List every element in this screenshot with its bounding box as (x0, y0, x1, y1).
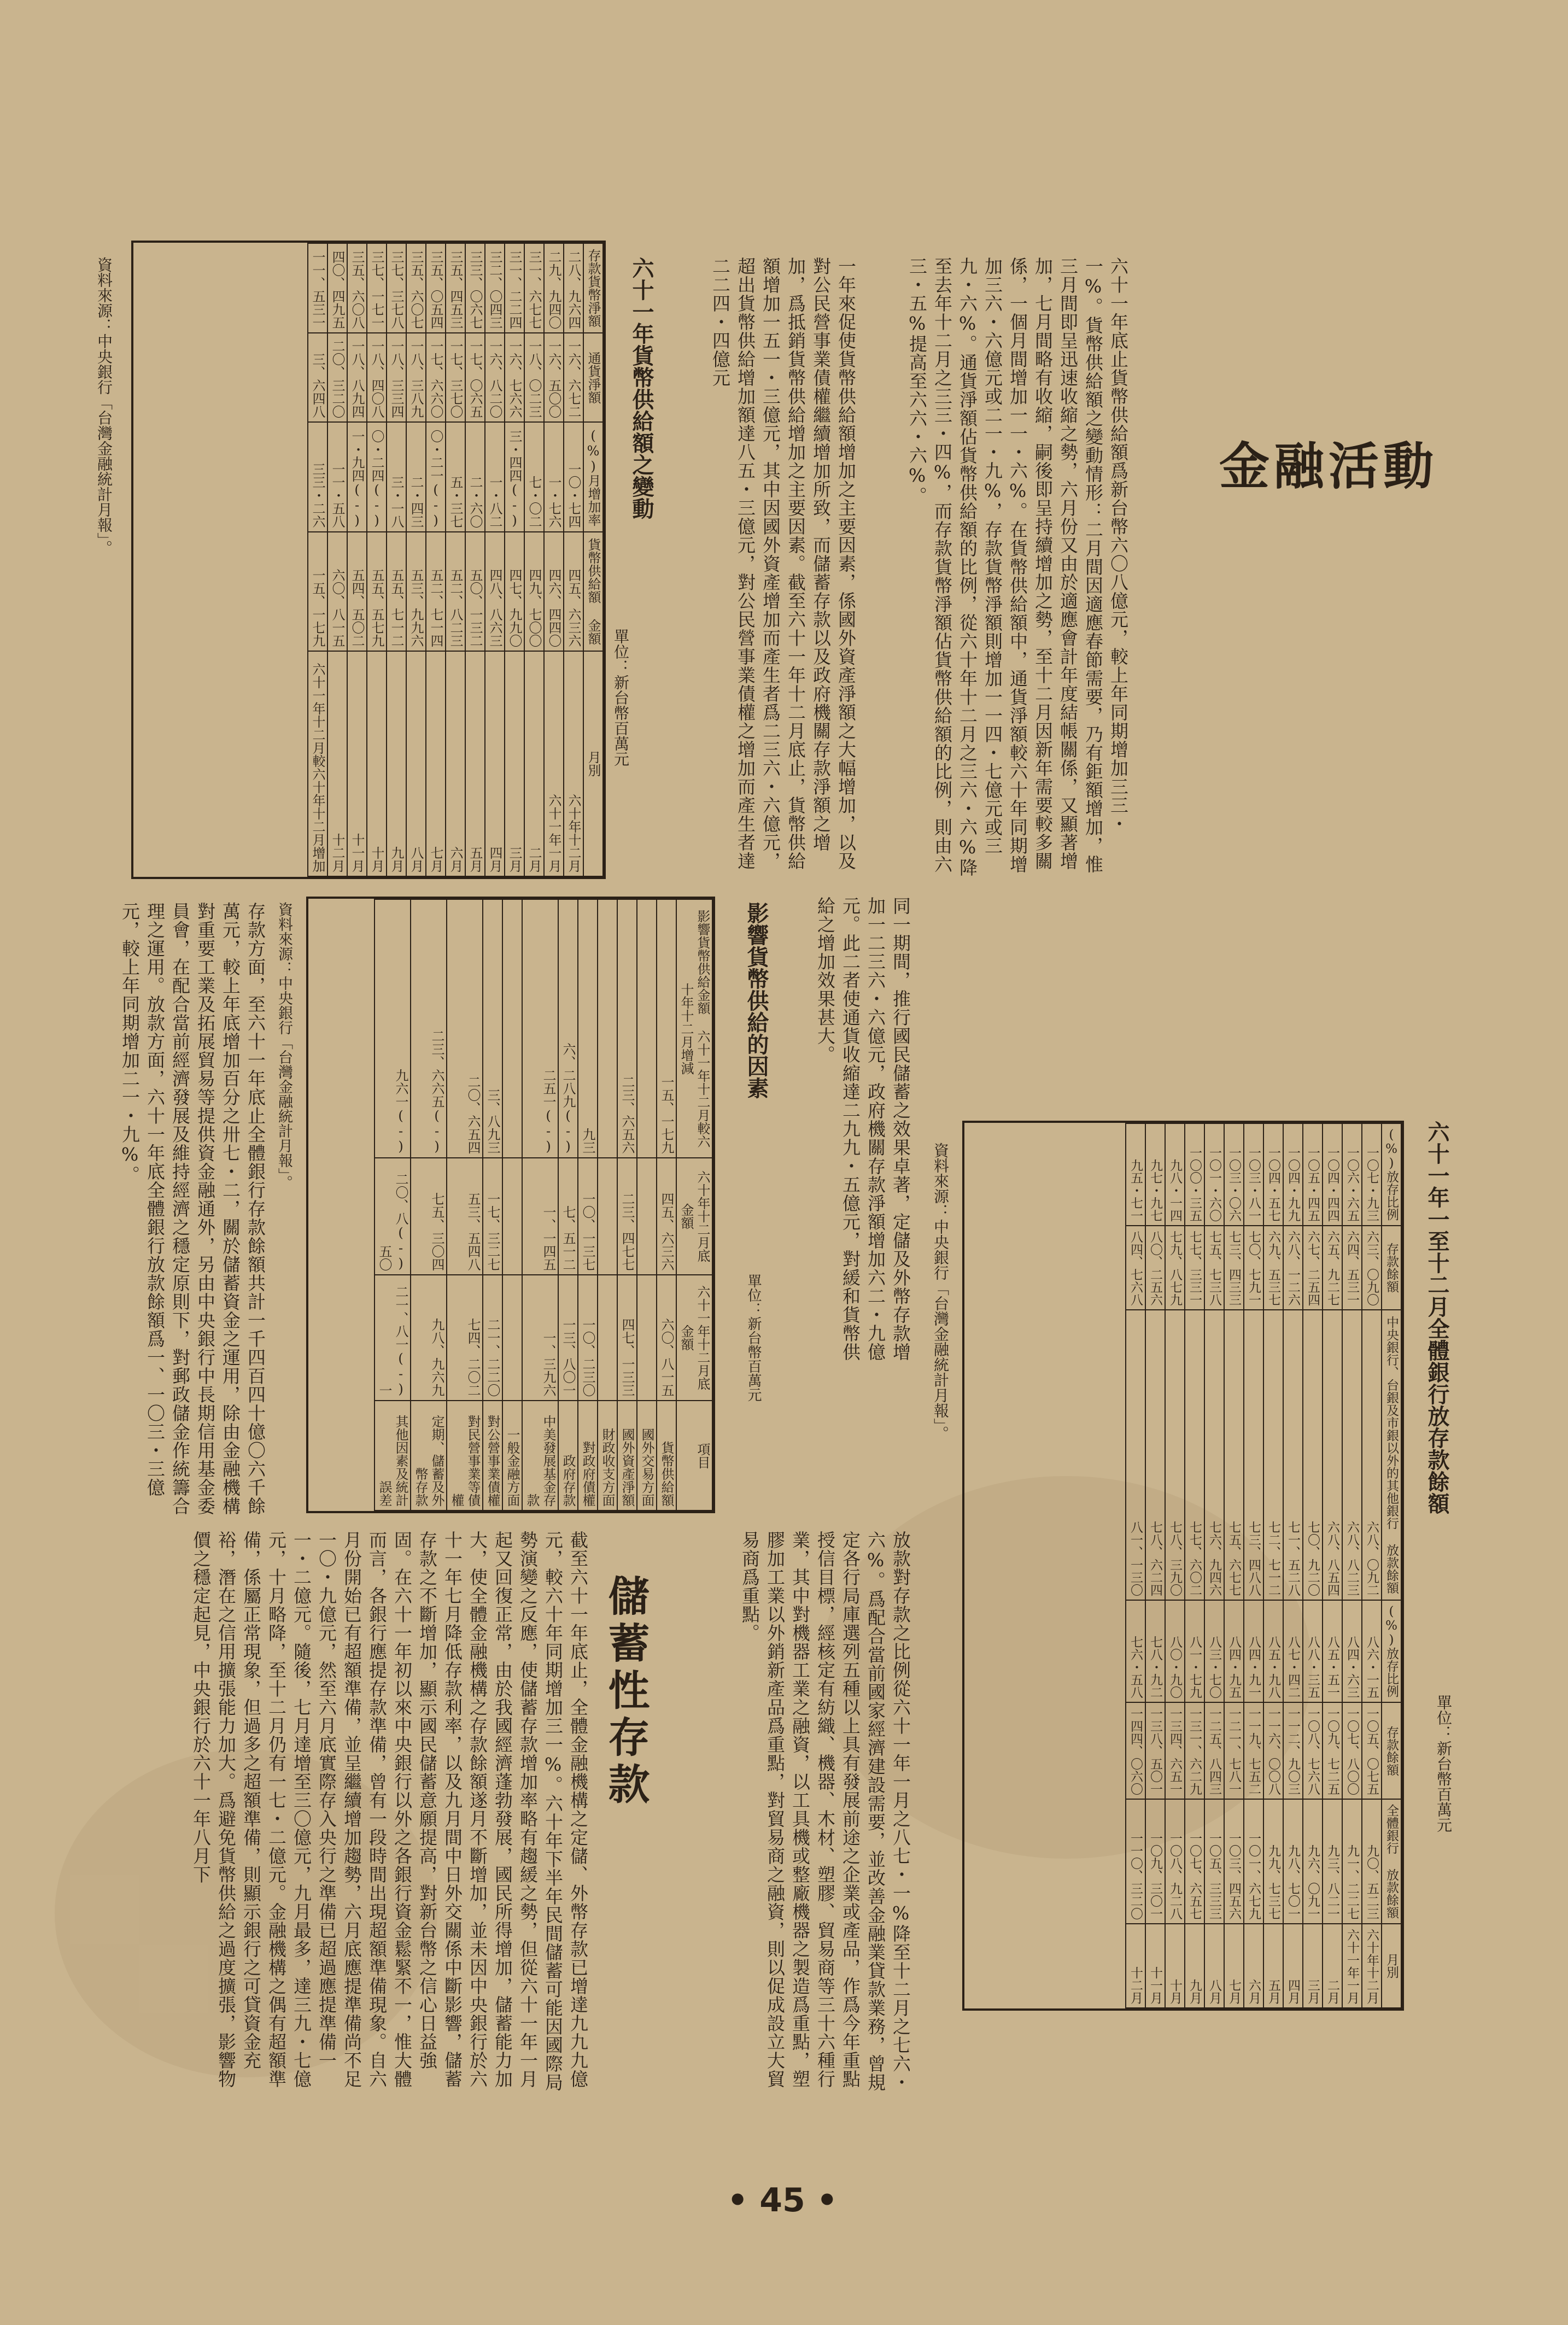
table1-cell: 三五、四五三 (446, 243, 465, 333)
table3-cell: 四月 (1283, 1924, 1303, 2008)
table2-cell: 三、八九三 (483, 899, 502, 1158)
table2-row (637, 899, 657, 1510)
table2-row (447, 899, 483, 1510)
table3-cell: 一〇九、三〇一 (1145, 1799, 1165, 1923)
table3-cell: 一〇三、四五六 (1224, 1799, 1244, 1923)
table3-cell: 九六、〇九一 (1303, 1799, 1323, 1923)
table2-cell (598, 1275, 617, 1401)
table3-row (1303, 1123, 1323, 2008)
table1-row (544, 243, 564, 876)
table1-cell: (-)三・四四 (505, 422, 524, 532)
table1-row (524, 243, 544, 876)
table3-cell: 一〇五、〇七五 (1362, 1702, 1382, 1800)
table3-cell: 一〇九、七二五 (1323, 1702, 1342, 1800)
table3-cell: 九五・七一 (1126, 1123, 1145, 1226)
table3-cell: 三月 (1303, 1924, 1323, 2008)
table2-cell: 政府存款 (558, 1401, 578, 1510)
table3-cell: 七三、四三三 (1224, 1226, 1244, 1310)
table3-cell: 七七、三三一 (1185, 1226, 1204, 1310)
table3-cell: 八一・七九 (1185, 1600, 1204, 1702)
table3-cell: 一三四、六五一 (1165, 1702, 1185, 1800)
table3-cell: 十一月 (1145, 1924, 1165, 2008)
table3-row (1185, 1123, 1204, 2008)
table2-row (522, 899, 558, 1510)
table3-cell: 一二五、八四三 (1204, 1702, 1224, 1800)
table3-row (1283, 1123, 1303, 2008)
table2-cell: 二三、六五六 (617, 899, 637, 1158)
table1-row (465, 243, 485, 876)
table3-header-row (1382, 1123, 1401, 2008)
table3-cell: 八五・五一 (1323, 1600, 1342, 1702)
table2-cell: 一五、一七九 (657, 899, 676, 1158)
table1-row (347, 243, 367, 876)
table1-cell: 一六、八二〇 (485, 333, 505, 423)
table2-cell: 定期、儲蓄及外幣存款 (411, 1401, 447, 1510)
table3-cell: 八五・九八 (1263, 1600, 1283, 1702)
table2-cell: 對公營事業債權 (483, 1401, 502, 1510)
table3-cell: 八六・一五 (1362, 1600, 1382, 1702)
table2-cell: 七、五一二 (558, 1158, 578, 1274)
table2-cell: 一、三九六 (522, 1275, 558, 1401)
table1 (131, 241, 606, 879)
table1-cell: 一六、七六六 (505, 333, 524, 423)
table3-cell: 一〇一・六〇 (1204, 1123, 1224, 1226)
table3-cell: 一一〇、三二〇 (1126, 1799, 1145, 1923)
table1-row (406, 243, 426, 876)
table1-cell: 五五、五七九 (367, 532, 387, 651)
supply-factors-text: 一年來促使貨幣供給額增加之主要因素，係國外資產淨額之大幅增加，以及對公民營事業債權繼續增加所致，而儲蓄存款以及政府機關存款淨額之增加，爲抵銷貨幣供給增加之主要因素。截至六十一年十二月底止，貨幣供給額增加一五一・三億元，其中因國外資產增加而產生者爲二三六・六億元，超出貨幣供給增加額達八五・三億元，對公民營事業債權之增加而產生者達二二四・四億元 (710, 257, 857, 870)
table3-cell: 六八、八五四 (1323, 1310, 1342, 1600)
table2-cell: 二〇、六五四 (447, 899, 483, 1158)
table1-cell: 二・六〇 (465, 422, 485, 532)
table3-cell: 七〇、九二〇 (1303, 1310, 1323, 1600)
table1-header-cell: 存款貨幣淨額 (583, 243, 603, 333)
table2-header-cell: 影響貨幣供給金額 六十一年十二月較六十年十二月增減 (676, 899, 712, 1158)
table3-row (1165, 1123, 1185, 2008)
table1-cell: 四月 (485, 651, 505, 876)
table3-cell: 一〇三・〇六 (1224, 1123, 1244, 1226)
table3-cell: 一〇八、九二八 (1165, 1799, 1185, 1923)
table1-cell: 四七、九九〇 (505, 532, 524, 651)
table2-header-cell: 六十一年十二月底 金額 (676, 1275, 712, 1401)
table3-cell: 八四・六三 (1342, 1600, 1362, 1702)
table3-cell: 七六・五八 (1126, 1600, 1145, 1702)
table3-cell: 七二、七一二 (1263, 1310, 1283, 1600)
table1-cell: 三五、〇五四 (426, 243, 446, 333)
table3-row (1145, 1123, 1165, 2008)
table2-cell (637, 899, 657, 1158)
table3-cell: 八一、一三〇 (1126, 1310, 1145, 1600)
table1-cell: 一六、六七二 (564, 333, 583, 423)
table2-cell: (-)二五一 (522, 899, 558, 1158)
table2-cell: 二一、二二〇 (483, 1275, 502, 1401)
table1-cell: 一六、五〇〇 (544, 333, 564, 423)
table1-row (308, 243, 327, 876)
table1-cell: 一八、〇二三 (524, 333, 544, 423)
table3-header-cell: 月別 (1382, 1924, 1401, 2008)
table2-cell: (-)二一、八一一 (375, 1275, 411, 1401)
table1-cell: 五五、七一二 (387, 532, 406, 651)
table2-cell: 一、一四五 (522, 1158, 558, 1274)
table1-cell: 一七、六六〇 (426, 333, 446, 423)
table3-row (1362, 1123, 1382, 2008)
table1-cell: 三一、六七七 (524, 243, 544, 333)
table1-cell: 一一、五三一 (308, 243, 327, 333)
table1-cell: 一〇・七四 (564, 422, 583, 532)
table3-cell: 九八、七〇一 (1283, 1799, 1303, 1923)
table3-cell: 六八、八二三 (1342, 1310, 1362, 1600)
table1-cell: (-)〇・二四 (367, 422, 387, 532)
table2-cell: 國外資產淨額 (617, 1401, 637, 1510)
table3-header-cell: 放存比例(%) (1382, 1600, 1401, 1702)
table2-cell: 四七、一三三 (617, 1275, 637, 1401)
table1-cell: 九月 (387, 651, 406, 876)
table3-cell: 六十一年一月 (1342, 1924, 1362, 2008)
table3-cell: 八〇・九〇 (1165, 1600, 1185, 1702)
table3-cell: 八三・七〇 (1204, 1600, 1224, 1702)
table2-cell (502, 1275, 522, 1401)
table3-cell: 一〇四・五七 (1263, 1123, 1283, 1226)
table1-cell: 七・〇二 (524, 422, 544, 532)
table2-cell: (-)九六一 (375, 899, 411, 1158)
table3-cell: 十二月 (1126, 1924, 1145, 2008)
table3-header-cell: 存款餘額 (1382, 1702, 1401, 1800)
table1-cell: 十月 (367, 651, 387, 876)
table2-cell (502, 899, 522, 1158)
table1-cell: 五〇、一三二 (465, 532, 485, 651)
table3 (962, 1121, 1404, 2011)
table3-cell: 一一二、九〇三 (1283, 1702, 1303, 1800)
table1-cell: 三七、一七一 (367, 243, 387, 333)
table3-cell: 六十年十二月 (1362, 1924, 1382, 2008)
table1-cell: (-)一・九四 (347, 422, 367, 532)
table3-cell: 九一、二二七 (1342, 1799, 1362, 1923)
table3-title: 六十一年一至十二月全體銀行放存款餘額 (1424, 1121, 1450, 1514)
table3-cell: 七七、六〇二 (1185, 1310, 1204, 1600)
table2-cell: 其他因素及統計誤差 (375, 1401, 411, 1510)
table3-cell: 一〇七、六五七 (1185, 1799, 1204, 1923)
table1-cell: 五二、七一四 (426, 532, 446, 651)
table3-cell: 七八、三九〇 (1165, 1310, 1185, 1600)
table1-cell: 二月 (524, 651, 544, 876)
table2-cell: 一般金融方面 (502, 1401, 522, 1510)
table1-cell: 一八、四〇八 (367, 333, 387, 423)
table1-cell: 一八、三三四 (387, 333, 406, 423)
table3-cell: 七三、四八八 (1244, 1310, 1263, 1600)
table1-cell: 三五、六〇八 (347, 243, 367, 333)
table2-cell: 六〇、八一五 (657, 1275, 676, 1401)
table1-row (505, 243, 524, 876)
table1-cell: 三月 (505, 651, 524, 876)
table1-cell: 七月 (426, 651, 446, 876)
table3-cell: 一〇八、七六八 (1303, 1702, 1323, 1800)
table2-row (657, 899, 676, 1510)
table2-unit: 單位：新台幣百萬元 (745, 1274, 762, 1402)
table2-cell (637, 1275, 657, 1401)
table2-header-row (676, 899, 712, 1510)
table3-row (1126, 1123, 1145, 2008)
table3-cell: 七〇、七九一 (1244, 1226, 1263, 1310)
table2-cell: (-)二三、六六五 (411, 899, 447, 1158)
table1-cell: 五四、五〇二 (347, 532, 367, 651)
table1-cell: 十二月 (327, 651, 347, 876)
table3-cell: 八月 (1204, 1924, 1224, 2008)
table3-cell: 一〇一、六七九 (1244, 1799, 1263, 1923)
table1-cell: 六十年十二月 (564, 651, 583, 876)
table3-cell: 一〇五・四五 (1303, 1123, 1323, 1226)
table3-cell: 七一、五二八 (1283, 1310, 1303, 1600)
table2-cell: 對民營事業等債權 (447, 1401, 483, 1510)
table2-cell: 一〇、一三七 (578, 1158, 598, 1274)
table1-cell: 四八、八六三 (485, 532, 505, 651)
table3-cell: 七五、六七七 (1224, 1310, 1244, 1600)
table1-cell: 三・一八 (387, 422, 406, 532)
table3-cell: 一三一、六二九 (1185, 1702, 1204, 1800)
table2-cell: 中美發展基金存款 (522, 1401, 558, 1510)
table1-cell: 一・七六 (544, 422, 564, 532)
table2-row (617, 899, 637, 1510)
table3-cell: 五月 (1263, 1924, 1283, 2008)
table3-row (1204, 1123, 1224, 2008)
table2-row (483, 899, 502, 1510)
table3-cell: 八四・九五 (1224, 1600, 1244, 1702)
table2-cell (502, 1158, 522, 1274)
table2-row (598, 899, 617, 1510)
table2-cell: 七四、二〇二 (447, 1275, 483, 1401)
table3-cell: 七五、七三八 (1204, 1226, 1224, 1310)
table3-header-cell: 中央銀行、台銀及市銀以外的其他銀行 放款餘額 (1382, 1310, 1401, 1600)
table2-header-cell: 六十年十二月底 金額 (676, 1158, 712, 1274)
table1-cell: 十一月 (347, 651, 367, 876)
page-number-value: 45 (759, 2181, 805, 2219)
table3-cell: 十月 (1165, 1924, 1185, 2008)
table1-cell: 四五、六三六 (564, 532, 583, 651)
table2-cell: 國外交易方面 (637, 1401, 657, 1510)
table1-header-cell: 通貨淨額 (583, 333, 603, 423)
table3-cell: 一〇四・四四 (1323, 1123, 1342, 1226)
table1-row (367, 243, 387, 876)
deposit-text: 存款方面，至六十一年底止全體銀行存款餘額共計一千四百四十億〇六千餘萬元，較上年底增加百分之卅七・二，關於儲蓄資金之運用，除由金融機構對重要工業及拓展貿易等提供資金融通外，另由中央銀行中長期信用基金委員會，在配合當前經濟發展及維持經濟之穩定原則下，對郵政儲金作統籌合理之運用。放款方面，六十一年底全體銀行放款餘額爲一、一〇三・三億元，較上年同期增加二一・九%。 (119, 902, 266, 1515)
table1-cell: 一七、三七〇 (446, 333, 465, 423)
table2-row (375, 899, 411, 1510)
table1-header-cell: 貨幣供給額 金額 (583, 532, 603, 651)
table3-header-cell: 放存比例(%) (1382, 1123, 1401, 1226)
table2-cell (598, 1158, 617, 1274)
table3-unit: 單位：新台幣百萬元 (1435, 1695, 1453, 1832)
table3-cell: 六八、一二六 (1283, 1226, 1303, 1310)
table1-cell: 四六、四四〇 (544, 532, 564, 651)
table2-cell: 四五、六三六 (657, 1158, 676, 1274)
table1-header-row (583, 243, 603, 876)
table2-cell: 七五、三〇四 (411, 1158, 447, 1274)
table3-cell: 一〇六・六五 (1342, 1123, 1362, 1226)
table2-row (578, 899, 598, 1510)
table1-source: 資料來源：中央銀行「台灣金融統計月報」。 (95, 257, 113, 555)
table1-cell: 八月 (406, 651, 426, 876)
table3-row (1342, 1123, 1362, 2008)
table3-header-cell: 全體銀行 放款餘額 (1382, 1799, 1401, 1923)
table1-cell: 一五、一七九 (308, 532, 327, 651)
table1-cell: 五月 (465, 651, 485, 876)
table3-cell: 一一九、七五二 (1244, 1702, 1263, 1800)
table1-cell: 三三・二六 (308, 422, 327, 532)
table1-cell: 五二、八二三 (446, 532, 465, 651)
table3-cell: 七九、八七九 (1165, 1226, 1185, 1310)
table1-row (327, 243, 347, 876)
table1-cell: 二・四三 (406, 422, 426, 532)
table3-cell: 七月 (1224, 1924, 1244, 2008)
table3-row (1263, 1123, 1283, 2008)
table3-source: 資料來源：中央銀行「台灣金融統計月報」。 (932, 1143, 950, 1441)
table3-header-cell: 存款餘額 (1382, 1226, 1401, 1310)
table1-row (426, 243, 446, 876)
table2-cell: 一三、八〇一 (558, 1275, 578, 1401)
table2-cell: 貨幣供給額 (657, 1401, 676, 1510)
table2-cell: 九八、九六九 (411, 1275, 447, 1401)
table2-title: 影響貨幣供給的因素 (744, 902, 769, 1099)
table1-cell: 三一、二二四 (505, 243, 524, 333)
table1-cell: 六十一年一月 (544, 651, 564, 876)
table1-cell: 二八、九六四 (564, 243, 583, 333)
table2-cell (637, 1158, 657, 1274)
table2-cell (598, 899, 617, 1158)
table2-header-cell: 項目 (676, 1401, 712, 1510)
table2-cell: 一〇、二三〇 (578, 1275, 598, 1401)
table3-cell: 九八・一四 (1165, 1123, 1185, 1226)
table1-cell: 四九、七〇〇 (524, 532, 544, 651)
table1-cell: 三、六四八 (308, 333, 327, 423)
table1-header-cell: 月增加率(%) (583, 422, 603, 532)
table1-cell: 三二、〇四三 (485, 243, 505, 333)
table2-source: 資料來源：中央銀行「台灣金融統計月報」。 (276, 902, 292, 1190)
table1-row (564, 243, 583, 876)
table3-cell: 一一六、〇〇八 (1263, 1702, 1283, 1800)
table1-cell: 六〇、八一五 (327, 532, 347, 651)
table1-cell: 一・八二 (485, 422, 505, 532)
table1-cell: 四〇、四九五 (327, 243, 347, 333)
table3-row (1224, 1123, 1244, 2008)
table3-cell: 七八、六二四 (1145, 1310, 1165, 1600)
table1-cell: 二〇、三二〇 (327, 333, 347, 423)
table2-cell: 五三、五四八 (447, 1158, 483, 1274)
table2-cell: (-)六、二八九 (558, 899, 578, 1158)
table3-cell: 七八・九二 (1145, 1600, 1165, 1702)
table1-cell: 六月 (446, 651, 465, 876)
table3-cell: 一二一、七八一 (1224, 1702, 1244, 1800)
table3-row (1244, 1123, 1263, 2008)
table1-cell: 六十一年十二月較六十年十二月增加 (308, 651, 327, 876)
table2-cell: 二三、四七七 (617, 1158, 637, 1274)
section-title: 金融活動 (1219, 437, 1438, 496)
table1-cell: 一一・五八 (327, 422, 347, 532)
supply-intro-text: 六十一年底止貨幣供給額爲新台幣六〇八億元，較上年同期增加三三・一%。貨幣供給額之變動情形：二月間因適應春節需要，乃有鉅額增加，惟三月間即呈迅速收縮之勢，六月份又由於適應會計年度結帳關係，又顯著增加，七月間略有收縮，嗣後即呈持續增加之勢，至十二月因新年需要較多關係，一個月間增加一一・六%。在貨幣供給額中，通貨淨額較六十年同期增加三六・六億元或二一・九%，存款貨幣淨額則增加一一四・七億元或三九・六%。通貨淨額佔貨幣供給額的比例，從六十年十二月之三六・六%降至去年十二月之三三・四%，而存款貨幣淨額佔貨幣供給額的比例，則由六三・五%提高至六六・六%。 (906, 257, 1129, 877)
table1-row (446, 243, 465, 876)
table2-cell: 九三 (578, 899, 598, 1158)
table3-cell: 六月 (1244, 1924, 1263, 2008)
table2-row (411, 899, 447, 1510)
table3-cell: 一〇七・九三 (1362, 1123, 1382, 1226)
table3-cell: 一〇四・九九 (1283, 1123, 1303, 1226)
table3-cell: 二月 (1323, 1924, 1342, 2008)
table1-cell: 三五、六〇七 (406, 243, 426, 333)
table3-cell: 六五、九二七 (1323, 1226, 1342, 1310)
table1-cell: 五三、九九六 (406, 532, 426, 651)
table1-title: 六十一年貨幣供給額之變動 (629, 257, 654, 519)
table2-cell: 對政府債權 (578, 1401, 598, 1510)
table1-cell: 二九、九四〇 (544, 243, 564, 333)
table3-row (1323, 1123, 1342, 2008)
table1-cell: 三三、〇六七 (465, 243, 485, 333)
table2 (306, 897, 715, 1513)
table1-cell: (-)〇・二一 (426, 422, 446, 532)
table3-cell: 八〇、二五六 (1145, 1226, 1165, 1310)
table3-cell: 九三、八二一 (1323, 1799, 1342, 1923)
table2-row (502, 899, 522, 1510)
table3-cell: 六三、〇九〇 (1362, 1226, 1382, 1310)
table1-header-cell: 月別 (583, 651, 603, 876)
table3-cell: 六四、五三一 (1342, 1226, 1362, 1310)
table2-cell: (-)二〇、八五〇 (375, 1158, 411, 1274)
table3-cell: 一〇〇・三五 (1185, 1123, 1204, 1226)
table3-cell: 八七・四二 (1283, 1600, 1303, 1702)
table3-cell: 一〇七、八〇〇 (1342, 1702, 1362, 1800)
table3-cell: 六八、〇九二 (1362, 1310, 1382, 1600)
table3-cell: 一四四、〇六〇 (1126, 1702, 1145, 1800)
table3-cell: 八八・三五 (1303, 1600, 1323, 1702)
table1-row (387, 243, 406, 876)
table2-cell: 財政收支方面 (598, 1401, 617, 1510)
table1-cell: 一八、三八九 (406, 333, 426, 423)
table3-cell: 九月 (1185, 1924, 1204, 2008)
table3-cell: 一三八、五〇一 (1145, 1702, 1165, 1800)
table3-cell: 九九、七三七 (1263, 1799, 1283, 1923)
loan-ratio-text: 放款對存款之比例從六十一年一月之八七・一%降至十二月之七六・六%。爲配合當前國家經濟建設需要，並改善金融業貸款業務，曾規定各行局庫選列五種以上具有發展前途之企業或產品，作爲今年重點授信目標，經核定有紡織、機器、木材、塑膠、貿易商等三十六種行業，其中對機器工業之融資，以工具機或整廠機器之製造爲重點，塑膠加工業以外銷新產品爲重點，對貿易商之融資，則以促成設立大貿易商爲重點。 (739, 1531, 911, 2092)
table3-cell: 六七、二五四 (1303, 1226, 1323, 1310)
table1-cell: 三七、三七八 (387, 243, 406, 333)
table3-cell: 九〇、五二三 (1362, 1799, 1382, 1923)
table1-row (485, 243, 505, 876)
table3-cell: 六九、五三七 (1263, 1226, 1283, 1310)
page-number: • 45 • (727, 2181, 838, 2219)
table1-cell: 一八、八九四 (347, 333, 367, 423)
table3-cell: 八四、七六八 (1126, 1226, 1145, 1310)
savings-text: 截至六十一年底止，全體金融機構之定儲、外幣存款已增達九九九億元，較六十年同期增加三一%。六十年下半年民間儲蓄可能因國際局勢演變之反應，使儲蓄存款增加率略有趨緩之勢，但從六十一年一月起又回復正常，由於我國經濟蓬勃發展，國民所得增加，儲蓄能力加大，使全體金融機構之存款餘額遂月不斷增加，並未因中央銀行於六十一年七月降低存款利率，以及九月間中日外交關係中斷影響，儲蓄存款之不斷增加，顯示國民儲蓄意願提高，對新台幣之信心日益強固。在六十一年初以來中央銀行以外之各銀行資金鬆緊不一，惟大體而言，各銀行應提存款準備，曾有一段時間出現超額準備現象。自六月份開始已有超額準備，並呈繼續增加趨勢，六月底應提準備尚不足一〇・九億元，然至六月底實際存入央行之準備已超過應提準備一一・二億元。隨後，七月達增至三〇億元，九月最多，達三九・七億元，十月略降，至十二月仍有一七・二億元。金融機構之偶有超額準備，係屬正常現象，但過多之超額準備，則顯示銀行之可貸資金充裕，潛在之信用擴張能力加大。爲避免貨幣供給之過度擴張，影響物價之穩定起見，中央銀行於六十一年八月下 (190, 1531, 589, 2092)
table3-cell: 八四・九一 (1244, 1600, 1263, 1702)
table3-cell: 七六、九四六 (1204, 1310, 1224, 1600)
table1-unit: 單位：新台幣百萬元 (612, 629, 630, 766)
table3-cell: 九七・九七 (1145, 1123, 1165, 1226)
table3-cell: 一〇三・八一 (1244, 1123, 1263, 1226)
table3-cell: 一〇五、三三三 (1204, 1799, 1224, 1923)
table2-row (558, 899, 578, 1510)
table2-cell: 一七、三二七 (483, 1158, 502, 1274)
savings-title: 儲蓄性存款 (601, 1574, 650, 1809)
influence-intro-text: 同一期間，推行國民儲蓄之效果卓著，定儲及外幣存款增加一二三六・六億元，政府機關存款淨額增加六二・九億元。此二者使通貨收縮達二九九・五億元，對緩和貨幣供給之增加效果甚大。 (815, 897, 911, 1361)
table1-cell: 一七、〇六五 (465, 333, 485, 423)
table1-cell: 五・三七 (446, 422, 465, 532)
